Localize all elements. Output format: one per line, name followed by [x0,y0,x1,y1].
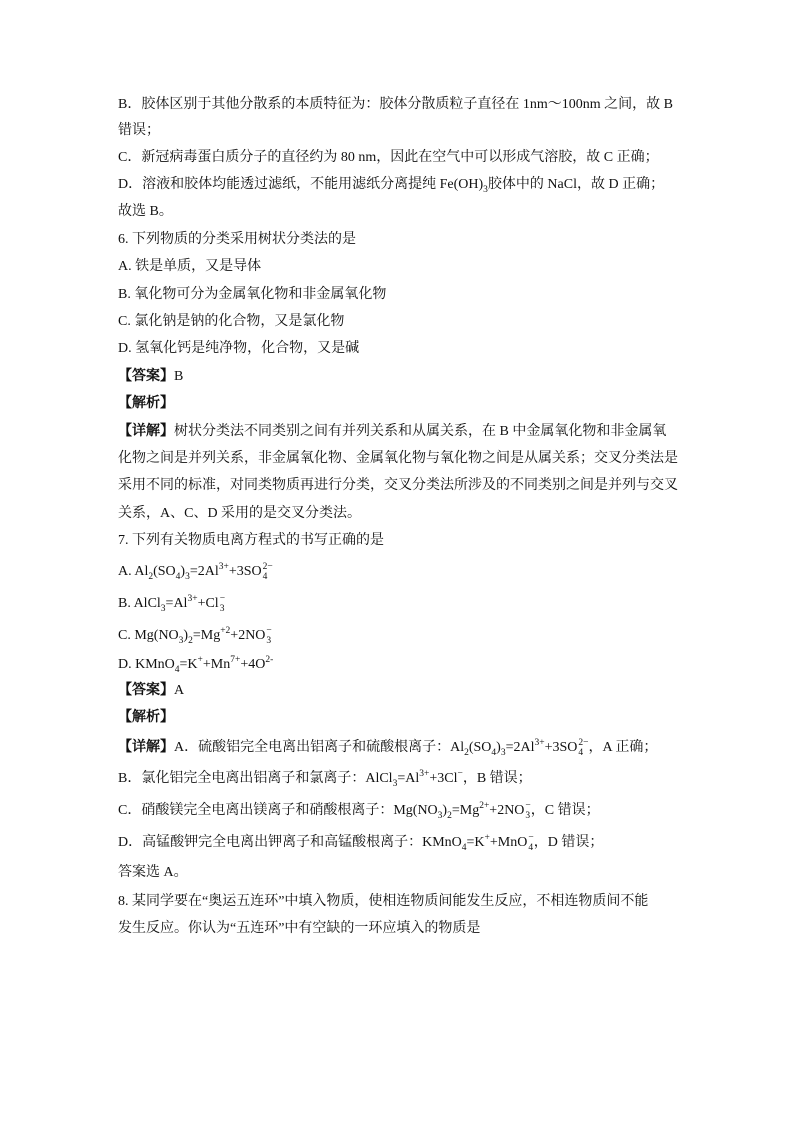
ion-charge-superscript: − [266,626,272,636]
q6-stem: 6. 下列物质的分类采用树状分类法的是 [118,232,356,247]
text-run: =Mg [451,803,480,818]
text-run: +4O [240,657,266,672]
ion-charge-superscript: − [219,594,226,604]
ion-charge-stack [220,594,225,614]
text-run: =Mg [192,628,221,643]
q6-option-b: B. 氧化物可分为金属氧化物和非金属氧化物 [118,287,387,302]
text-run: ) [496,740,501,755]
q7-answer [118,681,184,701]
q7-option-b [118,594,225,614]
text-run: ，A 正确； [588,740,658,755]
explanation-option-b-line-2: 错误； [118,123,160,138]
text-run: =2Al [189,564,219,579]
q6-answer [118,367,183,387]
charge-superscript: 3+ [534,738,545,748]
q6-detail-line-4: 关系，A、C、D 采用的是交叉分类法。 [118,506,362,521]
count-subscript: 3 [160,604,166,614]
count-subscript: 3 [437,811,443,821]
text-run: ) [183,628,189,643]
q7-option-a [118,562,273,582]
count-subscript: 2 [188,636,193,646]
q7-conclusion: 答案选 A。 [118,865,188,880]
charge-superscript: 2+ [479,801,490,811]
explanation-option-b-line-1: B．胶体区别于其他分散系的本质特征为：胶体分散质粒子直径在 1nm～100nm 之间，故 B [118,97,673,112]
charge-superscript: + [197,655,203,665]
text-run: +3SO [228,564,262,579]
count-subscript: 2 [447,811,452,821]
text-run: (SO [153,564,176,579]
q7-stem: 7. 下列有关物质电离方程式的书写正确的是 [118,533,384,548]
charge-superscript: − [457,769,463,779]
atom-count-subscript: 4 [528,843,534,853]
q7-answer-label: 【答案】 [118,683,174,698]
count-subscript: 4 [175,572,181,582]
q8-stem-line-2: 发生反应。你认为“五连环”中有空缺的一环应填入的物质是 [118,921,481,936]
ion-charge-stack [578,738,588,758]
text-run: C. Mg(NO [118,628,179,643]
ion-charge-superscript: − [525,801,531,811]
charge-superscript: +2 [220,626,231,636]
q7-analysis-label: 【解析】 [118,710,174,725]
count-subscript: 4 [174,665,180,675]
text-run: C．硝酸镁完全电离出镁离子和硝酸根离子：Mg(NO [118,803,438,818]
count-subscript: 3 [500,748,506,758]
charge-superscript: 3+ [187,594,198,604]
text-run: ，B 错误； [462,771,532,786]
q6-detail-text: 树状分类法不同类别之间有并列关系和从属关系，在 B 中金属氧化物和非金属氧 [174,424,667,439]
q6-option-a: A. 铁是单质，又是导体 [118,259,262,274]
text-run: +2NO [489,803,525,818]
q7-detail-a-text [174,738,658,758]
explanation-option-c: C．新冠病毒蛋白质分子的直径约为 80 nm，因此在空气中可以形成气溶胶，故 C 正确； [118,150,659,165]
text-run: A. Al [118,564,149,579]
q7-detail-a [118,738,657,758]
atom-count-subscript: 4 [578,748,584,758]
q7-detail-b [118,769,532,789]
text-run: +3Cl [429,771,458,786]
q6-detail-line-2: 化物之间是并列关系，非金属氧化物、金属氧化物与氧化物之间是从属关系；交叉分类法是 [118,451,678,466]
ion-charge-superscript: 2− [262,562,273,572]
text-run: (SO [468,740,492,755]
count-subscript: 4 [491,748,497,758]
count-subscript: 4 [461,843,467,853]
text-run: +MnO [489,835,528,850]
ion-charge-superscript: 2− [578,738,589,748]
count-subscript: 2 [464,748,469,758]
count-subscript: 2 [148,572,154,582]
q6-answer-value: B [174,369,184,384]
q6-analysis-label: 【解析】 [118,396,174,411]
text-run: ，C 错误； [530,803,600,818]
text-run: +3SO [544,740,578,755]
q6-option-d: D. 氢氧化钙是纯净物，化合物，又是碱 [118,341,360,356]
text-run: 胶体中的 NaCl，故 D 正确； [487,177,665,192]
text-run: A．硫酸铝完全电离出铝离子和硫酸根离子：Al [174,740,465,755]
q7-answer-value: A [174,683,185,698]
text-run: =2Al [505,740,535,755]
ion-charge-superscript: − [528,833,534,843]
text-run: ，D 错误； [533,835,604,850]
text-run: D. KMnO [118,657,175,672]
ion-charge-stack [266,626,271,646]
q7-detail-label: 【详解】 [118,740,174,755]
atom-count-subscript: 3 [266,636,272,646]
q8-stem-line-1: 8. 某同学要在“奥运五连环”中填入物质，使相连物质间能发生反应，不相连物质间不能 [118,894,649,909]
ion-charge-stack [263,562,273,582]
q6-detail-label: 【详解】 [118,424,174,439]
atom-count-subscript: 3 [525,811,531,821]
text-run: B．氯化铝完全电离出铝离子和氯离子：AlCl [118,771,393,786]
text-run: +2NO [230,628,266,643]
charge-superscript: + [484,833,490,843]
text-run: =K [179,657,198,672]
charge-superscript: 3+ [419,769,430,779]
text-run: +Cl [197,596,219,611]
explanation-option-d [118,175,664,195]
text-run: D．高锰酸钾完全电离出钾离子和高锰酸根离子：KMnO [118,835,462,850]
q7-option-d [118,655,273,675]
count-subscript: 3 [483,185,488,195]
atom-count-subscript: 3 [219,604,225,614]
text-run: =Al [397,771,420,786]
q6-answer-label: 【答案】 [118,369,174,384]
q7-option-c [118,626,272,646]
text-run: ) [180,564,186,579]
count-subscript: 3 [185,572,190,582]
text-run: +Mn [202,657,231,672]
q6-option-c: C. 氯化钠是钠的化合物，又是氯化物 [118,314,345,329]
explanation-conclusion: 故选 B。 [118,204,173,219]
count-subscript: 3 [178,636,184,646]
atom-count-subscript: 4 [262,572,268,582]
q7-detail-c [118,801,600,821]
charge-superscript: 3+ [218,562,229,572]
text-run: =Al [165,596,188,611]
charge-superscript: 7+ [230,655,241,665]
text-run: B. AlCl [118,596,161,611]
charge-superscript: 2- [265,655,274,665]
q6-detail-line-3: 采用不同的标准，对同类物质再进行分类，交叉分类法所涉及的不同类别之间是并列与交叉 [118,478,678,493]
text-run: =K [466,835,485,850]
q7-detail-d [118,833,603,853]
text-run: D．溶液和胶体均能透过滤纸，不能用滤纸分离提纯 Fe(OH) [118,177,484,192]
count-subscript: 3 [392,779,398,789]
q6-detail-line-1 [118,422,666,442]
text-run: ) [442,803,448,818]
